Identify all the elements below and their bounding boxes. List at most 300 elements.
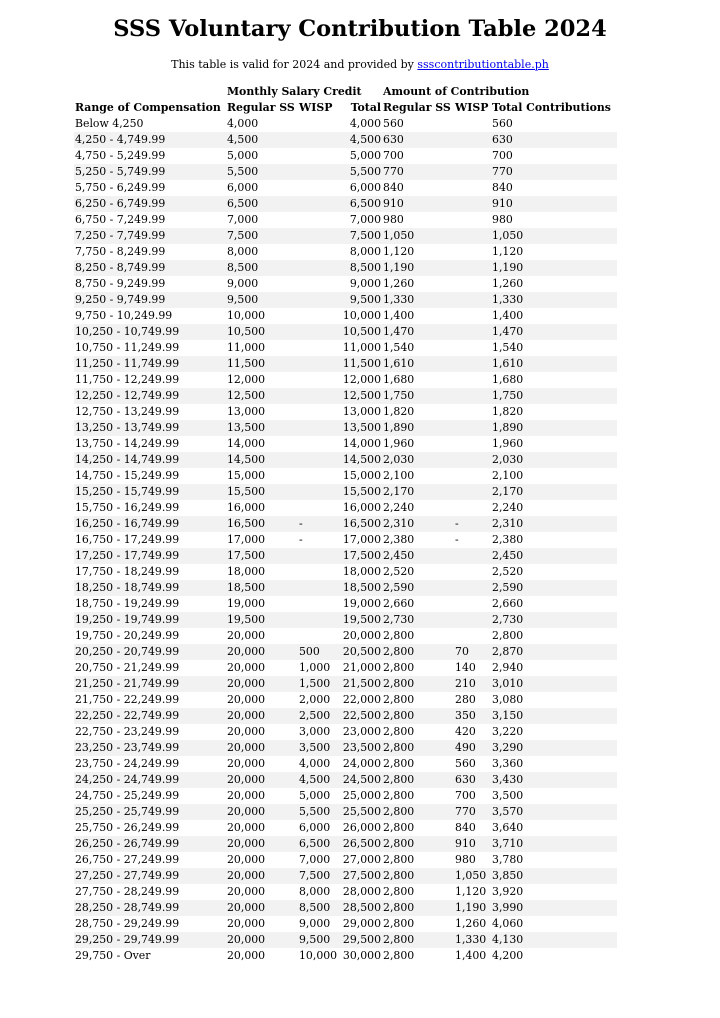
table-row — [74, 932, 617, 948]
msc-total-cell: 7,000 — [349, 213, 382, 226]
table-row — [74, 420, 617, 436]
range-cell: 8,250 - 8,749.99 — [74, 260, 226, 276]
msc-total-cell: 23,500 — [340, 740, 382, 756]
msc-total-cell: 24,000 — [342, 757, 382, 770]
msc-regular-cell: 20,000 — [226, 676, 298, 692]
table-row — [74, 772, 617, 788]
contrib-total-cell: 1,820 — [492, 405, 524, 418]
contrib-total-cell: 630 — [491, 132, 617, 148]
msc-regular-cell: 20,000 — [227, 725, 266, 738]
msc-regular-cell: 14,500 — [226, 452, 298, 468]
range-cell: 18,250 - 18,749.99 — [74, 580, 226, 596]
table-row — [74, 292, 617, 308]
msc-total-cell: 17,500 — [340, 548, 382, 564]
contrib-total-cell: 2,030 — [491, 452, 617, 468]
table-row — [74, 308, 617, 324]
range-cell: 9,250 - 9,749.99 — [74, 292, 226, 308]
table-row — [74, 628, 617, 644]
msc-total-cell: 20,000 — [342, 629, 382, 642]
contrib-regular-cell: 1,750 — [382, 388, 454, 404]
contrib-regular-cell: 1,470 — [382, 324, 454, 340]
contrib-wisp-cell — [454, 388, 491, 404]
contrib-regular-cell: 1,120 — [383, 245, 415, 258]
table-row — [74, 148, 617, 164]
group-header-spacer — [74, 84, 226, 100]
contrib-total-cell: 560 — [492, 117, 513, 130]
msc-total-cell: 17,000 — [342, 533, 382, 546]
contrib-regular-cell: 1,960 — [383, 437, 415, 450]
contrib-wisp-cell: 210 — [454, 676, 491, 692]
msc-wisp-cell: 1,000 — [299, 661, 331, 674]
table-row — [74, 132, 617, 148]
table-row — [74, 676, 617, 692]
table-row — [74, 164, 617, 180]
msc-wisp-cell — [298, 628, 340, 644]
range-cell: 21,750 - 22,249.99 — [75, 693, 180, 706]
table-row — [74, 196, 617, 212]
range-cell: 24,750 - 25,249.99 — [75, 789, 180, 802]
contrib-regular-cell: 770 — [382, 164, 454, 180]
contrib-total-cell: 3,430 — [491, 772, 617, 788]
range-cell: 15,750 - 16,249.99 — [75, 501, 180, 514]
msc-regular-cell: 8,500 — [226, 260, 298, 276]
msc-wisp-cell — [298, 324, 340, 340]
contrib-total-cell: 1,960 — [492, 437, 524, 450]
contrib-total-cell: 770 — [491, 164, 617, 180]
contrib-wisp-cell: 980 — [455, 853, 476, 866]
msc-regular-cell: 16,500 — [226, 516, 298, 532]
contrib-wisp-cell: 490 — [454, 740, 491, 756]
table-row — [74, 260, 617, 276]
range-cell: 22,250 - 22,749.99 — [74, 708, 226, 724]
contrib-regular-cell: 1,890 — [382, 420, 454, 436]
contrib-wisp-cell — [454, 356, 491, 372]
msc-total-cell: 7,500 — [340, 228, 382, 244]
msc-wisp-cell: 4,500 — [298, 772, 340, 788]
table-row — [74, 596, 617, 612]
contrib-wisp-cell — [454, 420, 491, 436]
range-cell: 4,750 - 5,249.99 — [75, 149, 166, 162]
msc-regular-cell: 20,000 — [227, 853, 266, 866]
contrib-regular-cell: 2,800 — [383, 917, 415, 930]
contrib-wisp-cell: 420 — [455, 725, 476, 738]
msc-total-cell: 21,000 — [342, 661, 382, 674]
table-row — [74, 452, 617, 468]
contrib-wisp-cell — [454, 628, 491, 644]
contrib-wisp-cell — [454, 468, 491, 484]
msc-wisp-cell: 3,500 — [298, 740, 340, 756]
contrib-total-cell: 1,400 — [492, 309, 524, 322]
range-cell: 10,250 - 10,749.99 — [74, 324, 226, 340]
contrib-regular-cell: 1,680 — [383, 373, 415, 386]
contrib-total-cell: 2,100 — [492, 469, 524, 482]
range-cell: 25,250 - 25,749.99 — [74, 804, 226, 820]
msc-regular-cell: 20,000 — [227, 885, 266, 898]
contrib-total-cell: 3,780 — [492, 853, 524, 866]
subtitle — [0, 58, 720, 71]
range-cell: 4,250 - 4,749.99 — [74, 132, 226, 148]
msc-regular-cell: 20,000 — [227, 661, 266, 674]
contrib-regular-cell: 2,800 — [382, 932, 454, 948]
table-row — [74, 580, 617, 596]
msc-regular-cell: 6,500 — [226, 196, 298, 212]
contrib-regular-cell: 2,100 — [383, 469, 415, 482]
msc-total-cell: 23,000 — [342, 725, 382, 738]
msc-total-cell: 5,500 — [340, 164, 382, 180]
msc-total-cell: 16,000 — [342, 501, 382, 514]
msc-wisp-cell: 7,500 — [298, 868, 340, 884]
msc-wisp-cell: 6,000 — [299, 821, 331, 834]
msc-wisp-cell: 10,000 — [299, 949, 338, 962]
msc-wisp-cell — [298, 244, 340, 260]
contrib-wisp-cell — [454, 324, 491, 340]
range-cell: 16,250 - 16,749.99 — [74, 516, 226, 532]
contrib-regular-cell: 2,800 — [382, 772, 454, 788]
msc-total-cell: 16,500 — [340, 516, 382, 532]
contrib-wisp-cell: 350 — [454, 708, 491, 724]
range-cell: 27,250 - 27,749.99 — [74, 868, 226, 884]
table-row — [74, 868, 617, 884]
msc-regular-cell: 5,000 — [227, 149, 259, 162]
range-cell: 23,750 - 24,249.99 — [75, 757, 180, 770]
range-cell: 15,250 - 15,749.99 — [74, 484, 226, 500]
range-cell: 18,750 - 19,249.99 — [75, 597, 180, 610]
range-cell: 20,750 - 21,249.99 — [75, 661, 180, 674]
msc-wisp-cell — [298, 452, 340, 468]
msc-total-cell: 19,000 — [342, 597, 382, 610]
contrib-total-cell: 1,540 — [492, 341, 524, 354]
msc-wisp-cell — [298, 548, 340, 564]
contrib-wisp-cell: 1,120 — [455, 885, 487, 898]
contrib-wisp-cell: 560 — [455, 757, 476, 770]
table-row — [74, 276, 617, 292]
contrib-wisp-cell — [454, 452, 491, 468]
msc-total-cell: 4,000 — [349, 117, 382, 130]
range-cell: 14,250 - 14,749.99 — [74, 452, 226, 468]
contrib-regular-cell: 2,520 — [383, 565, 415, 578]
msc-total-cell: 21,500 — [340, 676, 382, 692]
contrib-total-cell: 2,240 — [492, 501, 524, 514]
group-header-row — [74, 84, 617, 100]
msc-regular-cell: 20,000 — [227, 757, 266, 770]
range-cell: 6,250 - 6,749.99 — [74, 196, 226, 212]
contrib-wisp-cell: 1,400 — [455, 949, 487, 962]
contrib-wisp-cell: 630 — [454, 772, 491, 788]
table-row — [74, 324, 617, 340]
table-body — [74, 116, 617, 964]
msc-wisp-cell: 6,500 — [298, 836, 340, 852]
contrib-total-cell: 4,060 — [492, 917, 524, 930]
msc-wisp-cell — [298, 340, 340, 356]
contrib-regular-cell: 2,800 — [383, 629, 415, 642]
msc-wisp-cell: 9,000 — [299, 917, 331, 930]
contrib-regular-cell: 2,800 — [382, 900, 454, 916]
contrib-wisp-cell: 910 — [454, 836, 491, 852]
msc-regular-cell: 20,000 — [226, 740, 298, 756]
range-cell: 16,750 - 17,249.99 — [75, 533, 180, 546]
msc-total-cell: 26,500 — [340, 836, 382, 852]
source-link[interactable]: ssscontributiontable.ph — [417, 58, 549, 71]
contrib-total-cell: 1,470 — [491, 324, 617, 340]
range-cell: 5,250 - 5,749.99 — [74, 164, 226, 180]
contrib-wisp-cell — [454, 244, 491, 260]
msc-total-cell: 28,500 — [340, 900, 382, 916]
contrib-regular-cell: 2,730 — [382, 612, 454, 628]
table-row — [74, 228, 617, 244]
table-row — [74, 500, 617, 516]
msc-regular-cell: 20,000 — [226, 900, 298, 916]
msc-wisp-cell — [298, 388, 340, 404]
contrib-total-cell: 980 — [492, 213, 513, 226]
msc-regular-cell: 17,500 — [226, 548, 298, 564]
range-cell: 14,750 - 15,249.99 — [75, 469, 180, 482]
contrib-regular-cell: 2,380 — [383, 533, 415, 546]
contrib-total-cell: 3,640 — [492, 821, 524, 834]
range-cell: 19,250 - 19,749.99 — [74, 612, 226, 628]
msc-total-cell: 11,500 — [340, 356, 382, 372]
contrib-regular-cell: 700 — [383, 149, 404, 162]
msc-wisp-cell — [298, 276, 340, 292]
contrib-regular-cell: 2,170 — [382, 484, 454, 500]
msc-wisp-cell: 7,000 — [299, 853, 331, 866]
table-row — [74, 564, 617, 580]
msc-wisp-cell — [298, 436, 340, 452]
msc-regular-cell: 20,000 — [226, 932, 298, 948]
msc-regular-cell: 20,000 — [227, 949, 266, 962]
msc-wisp-cell: - — [299, 533, 303, 546]
contrib-regular-cell: 1,190 — [382, 260, 454, 276]
contrib-wisp-cell — [454, 596, 491, 612]
msc-wisp-cell: 8,500 — [298, 900, 340, 916]
contrib-wisp-cell: 840 — [455, 821, 476, 834]
contrib-regular-cell: 2,800 — [383, 853, 415, 866]
group-header-contribution: Amount of Contribution — [383, 85, 530, 98]
msc-regular-cell: 7,500 — [226, 228, 298, 244]
table-row — [74, 852, 617, 868]
contrib-regular-cell: 2,800 — [383, 789, 415, 802]
table-row — [74, 388, 617, 404]
contrib-regular-cell: 910 — [382, 196, 454, 212]
msc-regular-cell: 15,500 — [226, 484, 298, 500]
contrib-regular-cell: 1,820 — [383, 405, 415, 418]
msc-wisp-cell: 500 — [298, 644, 340, 660]
contrib-regular-cell: 1,540 — [383, 341, 415, 354]
contrib-regular-cell: 840 — [383, 181, 404, 194]
msc-total-cell: 9,500 — [340, 292, 382, 308]
msc-regular-cell: 19,000 — [227, 597, 266, 610]
msc-wisp-cell — [298, 500, 340, 516]
contrib-total-cell: 3,920 — [492, 885, 524, 898]
table-row — [74, 884, 617, 900]
msc-regular-cell: 18,000 — [227, 565, 266, 578]
table-row — [74, 756, 617, 772]
msc-total-cell: 13,500 — [340, 420, 382, 436]
column-header: WISP — [455, 101, 489, 114]
table-row — [74, 836, 617, 852]
contrib-regular-cell: 2,800 — [383, 949, 415, 962]
contrib-regular-cell: 630 — [382, 132, 454, 148]
msc-regular-cell: 20,000 — [226, 836, 298, 852]
contrib-wisp-cell — [454, 196, 491, 212]
range-cell: 29,750 - Over — [75, 949, 151, 962]
contrib-wisp-cell — [454, 548, 491, 564]
msc-wisp-cell — [298, 260, 340, 276]
contrib-wisp-cell: 700 — [455, 789, 476, 802]
contrib-regular-cell: 2,800 — [383, 821, 415, 834]
msc-wisp-cell: 3,000 — [299, 725, 331, 738]
contrib-regular-cell: 1,330 — [382, 292, 454, 308]
contrib-total-cell: 1,750 — [491, 388, 617, 404]
column-header: Range of Compensation — [75, 101, 221, 114]
msc-regular-cell: 20,000 — [227, 821, 266, 834]
table-row — [74, 532, 617, 548]
table-row — [74, 372, 617, 388]
contrib-wisp-cell — [454, 580, 491, 596]
msc-regular-cell: 13,000 — [227, 405, 266, 418]
msc-regular-cell: 5,500 — [226, 164, 298, 180]
table-row — [74, 612, 617, 628]
msc-regular-cell: 20,000 — [226, 868, 298, 884]
range-cell: 13,250 - 13,749.99 — [74, 420, 226, 436]
table-row — [74, 724, 617, 740]
contrib-total-cell: 1,120 — [492, 245, 524, 258]
contrib-total-cell: 3,010 — [491, 676, 617, 692]
contrib-total-cell: 2,590 — [491, 580, 617, 596]
contrib-total-cell: 3,290 — [491, 740, 617, 756]
msc-total-cell: 9,000 — [349, 277, 382, 290]
contrib-total-cell: 1,050 — [491, 228, 617, 244]
contrib-total-cell: 2,380 — [492, 533, 524, 546]
msc-wisp-cell — [298, 196, 340, 212]
contrib-wisp-cell — [454, 260, 491, 276]
msc-total-cell: 14,500 — [340, 452, 382, 468]
msc-wisp-cell — [298, 212, 340, 228]
contrib-total-cell: 910 — [491, 196, 617, 212]
contrib-regular-cell: 1,050 — [382, 228, 454, 244]
msc-wisp-cell — [298, 356, 340, 372]
msc-wisp-cell — [298, 612, 340, 628]
msc-total-cell: 15,000 — [342, 469, 382, 482]
contrib-total-cell: 2,310 — [491, 516, 617, 532]
msc-total-cell: 6,000 — [349, 181, 382, 194]
msc-wisp-cell — [298, 420, 340, 436]
contrib-total-cell: 2,800 — [492, 629, 524, 642]
range-cell: 26,750 - 27,249.99 — [75, 853, 180, 866]
table-row — [74, 900, 617, 916]
contrib-wisp-cell — [454, 484, 491, 500]
msc-total-cell: 25,500 — [340, 804, 382, 820]
contrib-total-cell: 4,130 — [491, 932, 617, 948]
msc-wisp-cell: 9,500 — [298, 932, 340, 948]
msc-wisp-cell — [298, 580, 340, 596]
range-cell: 10,750 - 11,249.99 — [75, 341, 180, 354]
range-cell: 5,750 - 6,249.99 — [75, 181, 166, 194]
range-cell: 7,250 - 7,749.99 — [74, 228, 226, 244]
msc-regular-cell: 14,000 — [227, 437, 266, 450]
msc-regular-cell: 10,000 — [227, 309, 266, 322]
contrib-total-cell: 1,260 — [492, 277, 524, 290]
range-cell: 19,750 - 20,249.99 — [75, 629, 180, 642]
contrib-wisp-cell — [454, 180, 491, 196]
contrib-wisp-cell — [454, 212, 491, 228]
contrib-wisp-cell — [454, 612, 491, 628]
msc-regular-cell: 20,000 — [227, 629, 266, 642]
table-row — [74, 116, 617, 132]
msc-wisp-cell: - — [298, 516, 340, 532]
range-cell: 26,250 - 26,749.99 — [74, 836, 226, 852]
msc-total-cell: 12,500 — [340, 388, 382, 404]
range-cell: 22,750 - 23,249.99 — [75, 725, 180, 738]
msc-wisp-cell — [298, 148, 340, 164]
range-cell: 9,750 - 10,249.99 — [75, 309, 173, 322]
msc-regular-cell: 13,500 — [226, 420, 298, 436]
contrib-regular-cell: 2,800 — [382, 804, 454, 820]
contrib-total-cell: 2,520 — [492, 565, 524, 578]
msc-regular-cell: 20,000 — [226, 644, 298, 660]
msc-regular-cell: 9,500 — [226, 292, 298, 308]
contrib-wisp-cell — [454, 404, 491, 420]
column-header: Total — [350, 101, 382, 114]
column-header: WISP — [299, 101, 333, 114]
msc-total-cell: 27,500 — [340, 868, 382, 884]
range-cell: 11,250 - 11,749.99 — [74, 356, 226, 372]
msc-wisp-cell — [298, 308, 340, 324]
contrib-regular-cell: 2,660 — [383, 597, 415, 610]
contrib-wisp-cell: 280 — [455, 693, 476, 706]
msc-regular-cell: 20,000 — [226, 708, 298, 724]
msc-total-cell: 11,000 — [342, 341, 382, 354]
table-row — [74, 340, 617, 356]
table-row — [74, 404, 617, 420]
page-title: SSS Voluntary Contribution Table 2024 — [113, 16, 607, 42]
msc-total-cell: 18,500 — [340, 580, 382, 596]
table-row — [74, 788, 617, 804]
msc-total-cell: 10,000 — [342, 309, 382, 322]
contrib-total-cell: 3,850 — [491, 868, 617, 884]
contrib-regular-cell: 2,800 — [382, 836, 454, 852]
contrib-regular-cell: 980 — [383, 213, 404, 226]
range-cell: 12,750 - 13,249.99 — [75, 405, 180, 418]
contrib-wisp-cell: 70 — [454, 644, 491, 660]
msc-total-cell: 6,500 — [340, 196, 382, 212]
msc-total-cell: 25,000 — [342, 789, 382, 802]
table-row — [74, 484, 617, 500]
contrib-wisp-cell — [454, 148, 491, 164]
msc-wisp-cell — [298, 228, 340, 244]
msc-wisp-cell — [298, 372, 340, 388]
column-header: Total Contributions — [492, 101, 611, 114]
msc-total-cell: 22,000 — [342, 693, 382, 706]
msc-regular-cell: 9,000 — [227, 277, 259, 290]
msc-wisp-cell: 4,000 — [299, 757, 331, 770]
contrib-wisp-cell — [454, 372, 491, 388]
msc-total-cell: 26,000 — [342, 821, 382, 834]
contribution-table — [74, 84, 617, 964]
contrib-regular-cell: 2,800 — [382, 708, 454, 724]
contrib-regular-cell: 2,800 — [382, 868, 454, 884]
contrib-wisp-cell — [454, 132, 491, 148]
msc-total-cell: 14,000 — [342, 437, 382, 450]
contrib-regular-cell: 1,610 — [382, 356, 454, 372]
contrib-total-cell: 3,500 — [492, 789, 524, 802]
contrib-total-cell: 2,660 — [492, 597, 524, 610]
contrib-wisp-cell: 1,260 — [455, 917, 487, 930]
contrib-total-cell: 3,150 — [491, 708, 617, 724]
msc-wisp-cell — [298, 564, 340, 580]
msc-wisp-cell: 1,500 — [298, 676, 340, 692]
range-cell: Below 4,250 — [75, 117, 144, 130]
range-cell: 7,750 - 8,249.99 — [75, 245, 166, 258]
